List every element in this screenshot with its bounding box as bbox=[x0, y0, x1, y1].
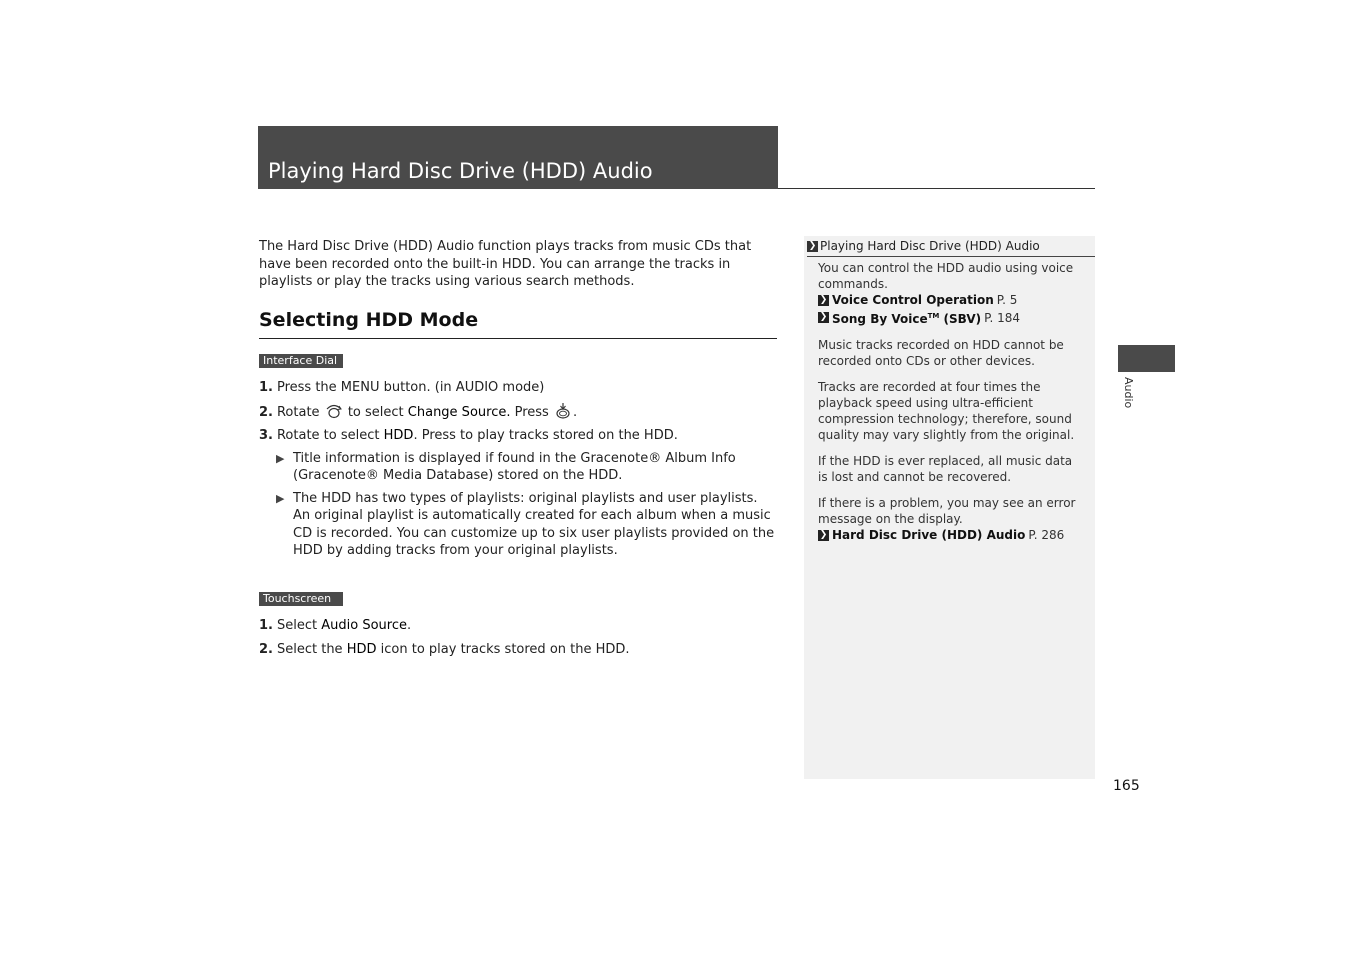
touchscreen-steps bbox=[259, 617, 777, 658]
step-text: Select bbox=[276, 618, 318, 633]
touchscreen-badge: Touchscreen bbox=[259, 592, 343, 606]
reference-page: P. 5 bbox=[996, 293, 1018, 307]
sidebar-paragraph bbox=[818, 495, 1085, 543]
step-text: to select bbox=[347, 404, 404, 420]
step-text: Press the MENU button. (in AUDIO mode) bbox=[276, 380, 545, 395]
reference-page: P. 184 bbox=[984, 310, 1020, 325]
step-number: 2. bbox=[259, 404, 273, 420]
step-text: . bbox=[572, 404, 578, 420]
reference-arrow-icon: ❯ bbox=[819, 294, 828, 305]
reference-arrow-icon: ❯ bbox=[808, 240, 817, 251]
triangle-icon: ▶ bbox=[276, 491, 285, 505]
reference-label: Voice Control Operation bbox=[832, 293, 994, 307]
step-number: 1. bbox=[259, 618, 273, 633]
step-1 bbox=[259, 617, 777, 635]
menu-term: Change Source. bbox=[407, 404, 511, 420]
step-text: Rotate bbox=[276, 404, 320, 420]
title-rule bbox=[778, 188, 1095, 189]
note-text: The HDD has two types of playlists: original playlists and user playlists. An original playlist is automatically created for each album when a music CD is recorded. You can customize up to six user playlists provided on the HDD by adding tracks from your original playlists. bbox=[293, 490, 775, 558]
title-bar bbox=[258, 126, 778, 189]
trademark-mark: TM bbox=[927, 312, 940, 320]
sidebar-paragraph bbox=[818, 260, 1085, 327]
note-text: Title information is displayed if found in the Gracenote® Album Info (Gracenote® Media Database) stored on the HDD. bbox=[293, 450, 736, 483]
cross-reference-link[interactable] bbox=[818, 527, 1085, 543]
step-text: icon to play tracks stored on the HDD. bbox=[380, 641, 630, 657]
sidebar-heading-text: Playing Hard Disc Drive (HDD) Audio bbox=[820, 238, 1040, 253]
reference-label: (SBV) bbox=[943, 312, 982, 326]
section-title: Selecting HDD Mode bbox=[259, 308, 777, 339]
menu-term: HDD bbox=[346, 641, 377, 657]
sidebar-paragraph: Tracks are recorded at four times the playback speed using ultra-efficient compression technology; therefore, sound quality may vary slightly from the original. bbox=[818, 380, 1075, 442]
sidebar-text: If there is a problem, you may see an error message on the display. bbox=[818, 496, 1076, 526]
step-3 bbox=[259, 427, 777, 560]
sidebar-heading bbox=[807, 236, 1095, 257]
reference-page: P. 286 bbox=[1028, 528, 1065, 542]
chapter-tab-label: Audio bbox=[1122, 377, 1135, 409]
main-content bbox=[259, 238, 777, 664]
step-2 bbox=[259, 403, 777, 422]
reference-label: Song By Voice bbox=[832, 312, 928, 326]
rotate-dial-icon bbox=[324, 403, 344, 419]
reference-label: Hard Disc Drive (HDD) Audio bbox=[832, 528, 1026, 542]
menu-term: HDD bbox=[383, 428, 414, 443]
triangle-icon: ▶ bbox=[276, 451, 285, 465]
page-title: Playing Hard Disc Drive (HDD) Audio bbox=[268, 159, 653, 183]
step-2 bbox=[259, 641, 777, 659]
step-text: Rotate to select bbox=[276, 428, 380, 443]
step-number: 3. bbox=[259, 428, 273, 443]
menu-term: Audio Source bbox=[321, 618, 407, 633]
sidebar-notes bbox=[804, 236, 1095, 779]
reference-arrow-icon: ❯ bbox=[819, 312, 828, 322]
cross-reference-link[interactable] bbox=[818, 308, 1085, 327]
step-text: . bbox=[406, 618, 412, 633]
step-text: Press bbox=[514, 404, 549, 420]
press-dial-icon bbox=[553, 403, 573, 419]
page-number: 165 bbox=[1113, 778, 1140, 794]
step-number: 1. bbox=[259, 380, 273, 395]
interface-dial-steps bbox=[259, 379, 777, 560]
note-item bbox=[259, 490, 777, 560]
step-number: 2. bbox=[259, 641, 273, 657]
step-text: Select the bbox=[276, 641, 343, 657]
chapter-tab[interactable] bbox=[1118, 345, 1175, 372]
intro-paragraph: The Hard Disc Drive (HDD) Audio function plays tracks from music CDs that have been recorded onto the built-in HDD. You can arrange the tracks in playlists or play the tracks using various search methods. bbox=[259, 239, 752, 289]
step-text: . Press to play tracks stored on the HDD. bbox=[413, 428, 678, 443]
step-1 bbox=[259, 379, 777, 397]
reference-arrow-icon: ❯ bbox=[819, 529, 828, 540]
sidebar-text: You can control the HDD audio using voice commands. bbox=[818, 261, 1074, 291]
cross-reference-link[interactable] bbox=[818, 292, 1085, 308]
sidebar-paragraph: If the HDD is ever replaced, all music data is lost and cannot be recovered. bbox=[818, 454, 1073, 484]
note-item bbox=[259, 450, 777, 485]
interface-dial-badge: Interface Dial bbox=[259, 354, 343, 368]
sidebar-paragraph: Music tracks recorded on HDD cannot be recorded onto CDs or other devices. bbox=[818, 338, 1064, 368]
